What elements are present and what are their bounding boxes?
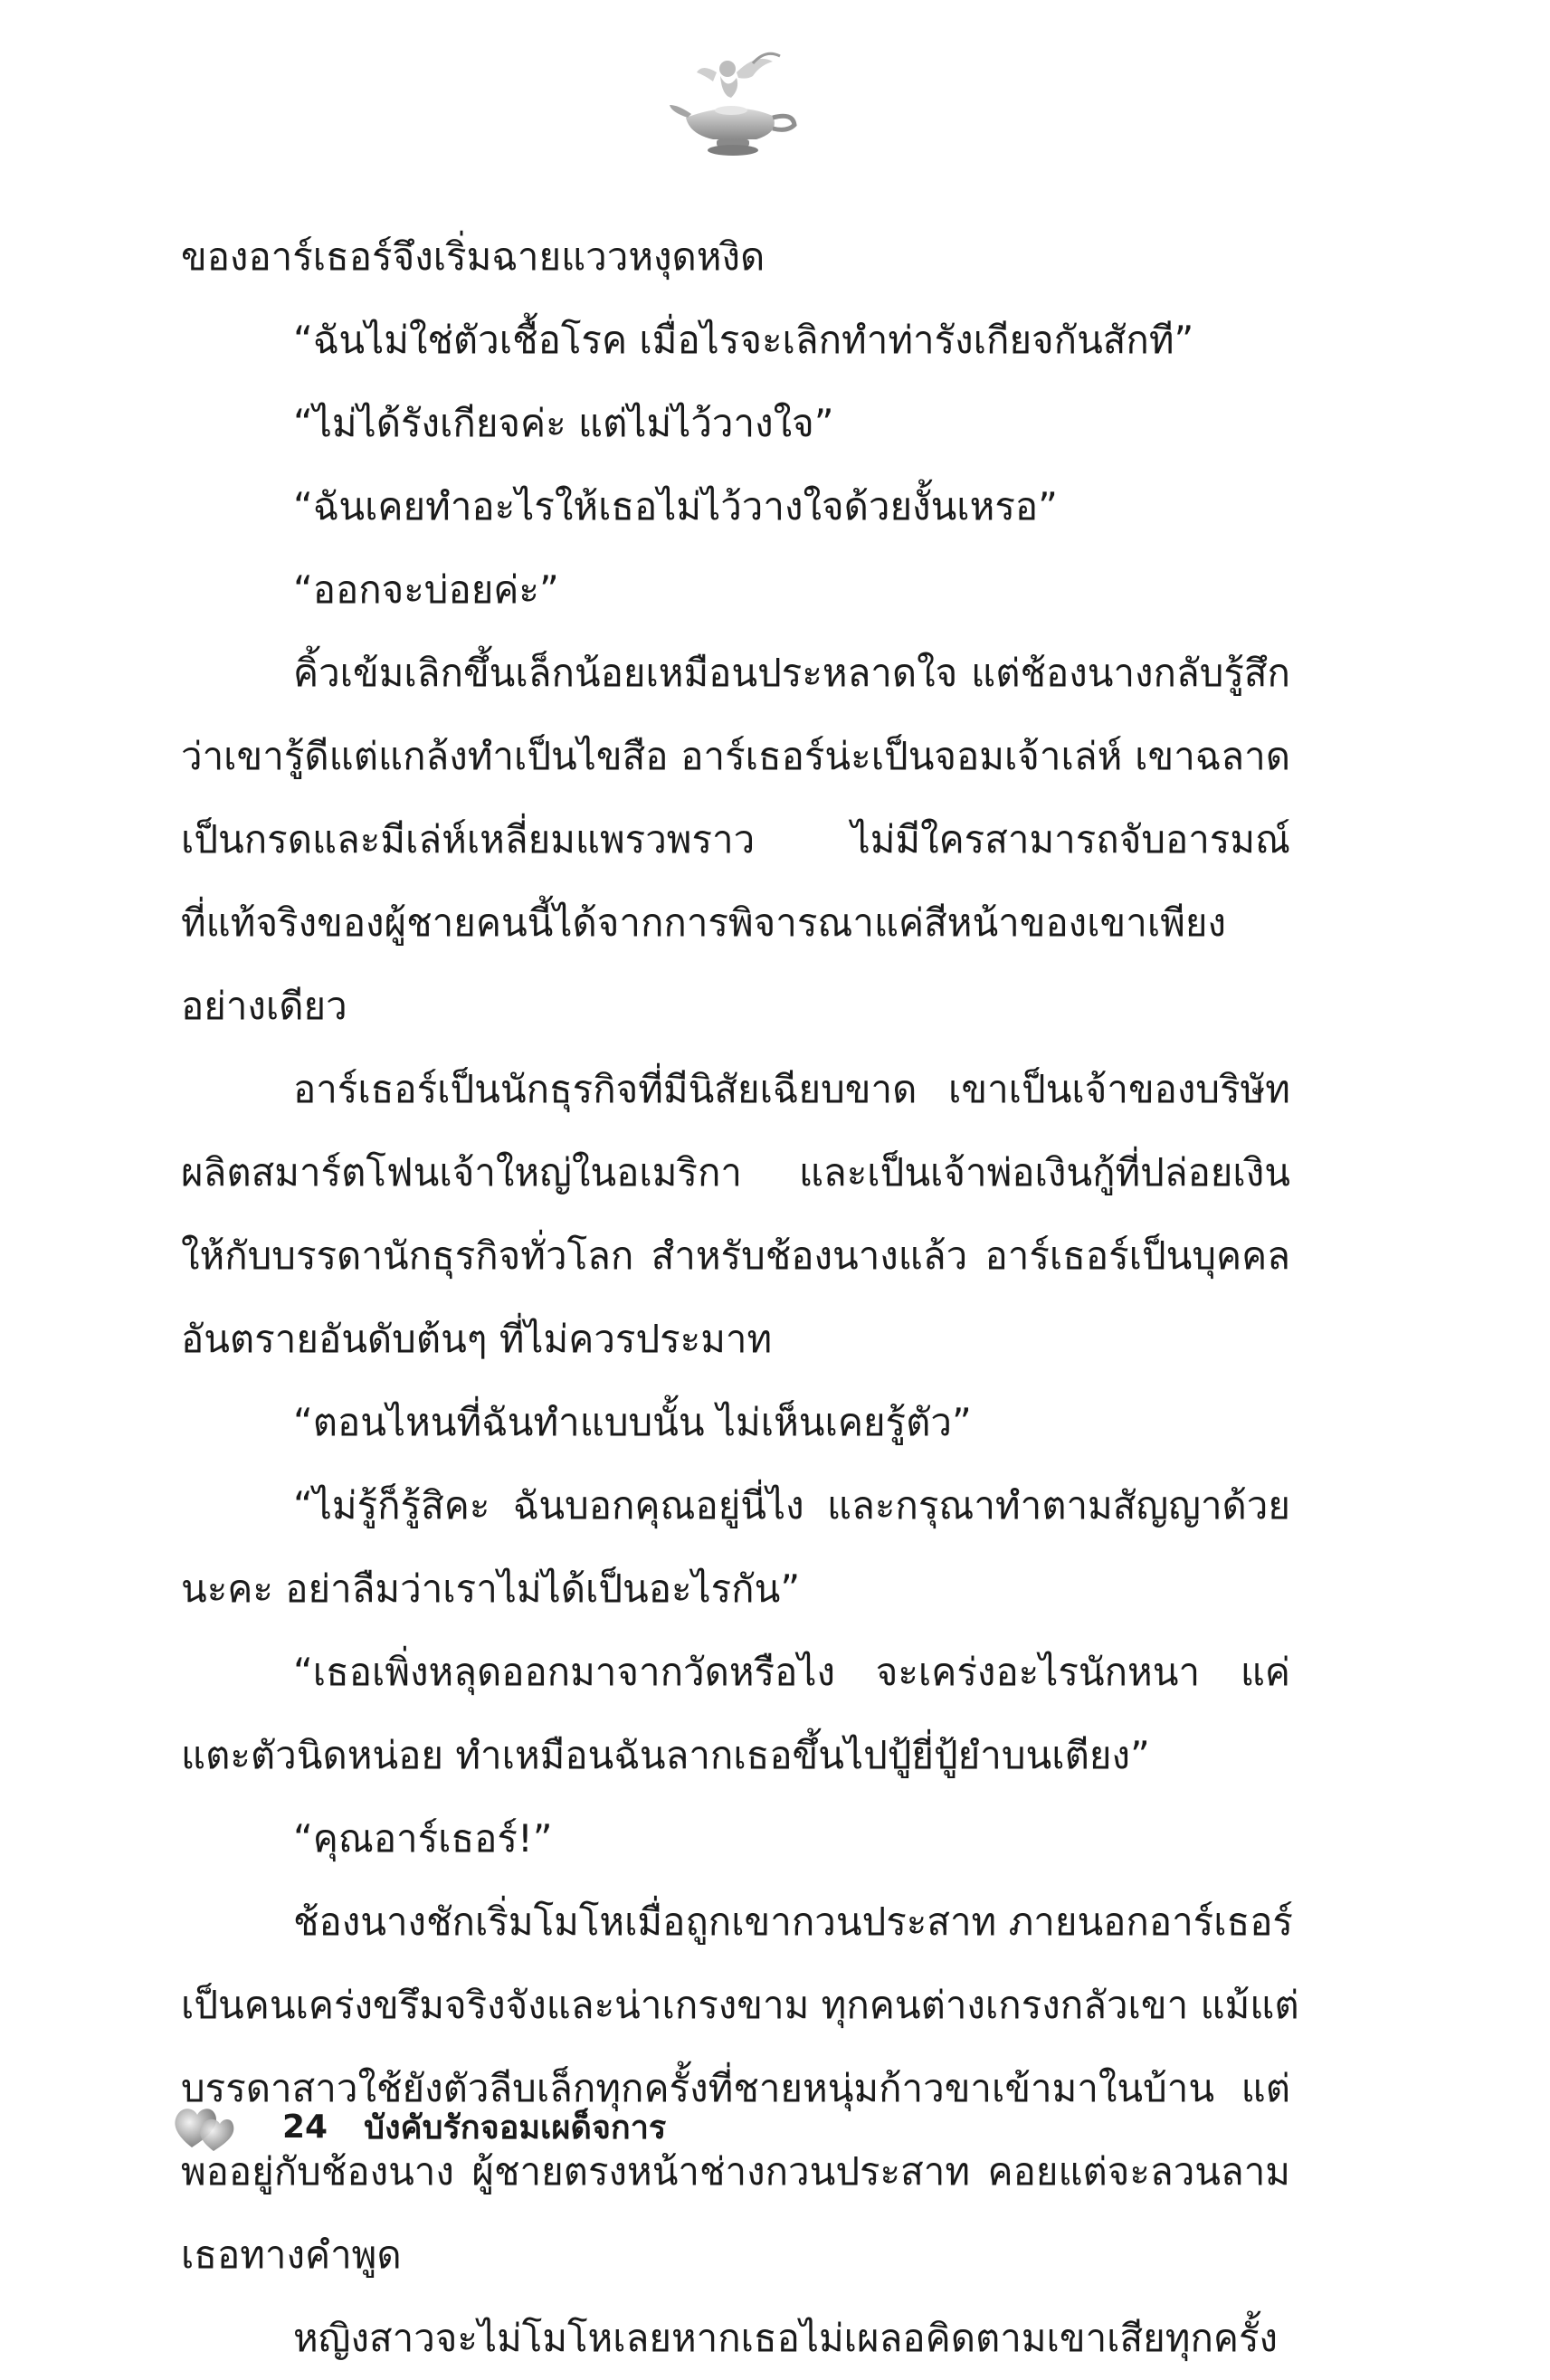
text-line: เป็นคนเคร่งขรึมจริงจังและน่าเกรงขาม ทุกคนต่างเกรงกลัวเขา แม้แต่: [181, 1983, 1299, 2027]
text-line: เธอทางคำพูด: [181, 2232, 402, 2277]
text-line: “ฉันไม่ใช่ตัวเชื้อโรค เมื่อไรจะเลิกทำท่ารังเกียจกันสักที”: [293, 318, 1194, 362]
text-line: หญิงสาวจะไม่โมโหเลยหากเธอไม่เผลอคิดตามเขาเสียทุกครั้ง: [293, 2316, 1279, 2360]
text-line: ช้องนางชักเริ่มโมโหเมื่อถูกเขากวนประสาท ภายนอกอาร์เธอร์: [293, 1899, 1293, 1944]
text-line: “เธอเพิ่งหลุดออกมาจากวัดหรือไง จะเคร่งอะไรนักหนา แค่: [293, 1650, 1290, 1694]
text-line: “ตอนไหนที่ฉันทำแบบนั้น ไม่เห็นเคยรู้ตัว”: [293, 1400, 972, 1444]
text-line: นะคะ อย่าลืมว่าเราไม่ได้เป็นอะไรกัน”: [181, 1566, 801, 1611]
text-line: ผลิตสมาร์ตโฟนเจ้าใหญ่ในอเมริกา และเป็นเจ้าพ่อเงินกู้ที่ปล่อยเงิน: [181, 1150, 1290, 1195]
text-line: “ออกจะบ่อยค่ะ”: [293, 567, 559, 612]
text-line: เป็นกรดและมีเล่ห์เหลี่ยมแพรวพราว ไม่มีใครสามารถจับอารมณ์: [181, 817, 1290, 862]
text-line: อย่างเดียว: [181, 984, 347, 1028]
text-line: ว่าเขารู้ดีแต่แกล้งทำเป็นไขสือ อาร์เธอร์น่ะเป็นจอมเจ้าเล่ห์ เขาฉลาด: [181, 734, 1290, 778]
genie-lamp-icon: [666, 45, 802, 163]
text-line: อันตรายอันดับต้นๆ ที่ไม่ควรประมาท: [181, 1317, 773, 1361]
text-line: “ไม่ได้รังเกียจค่ะ แต่ไม่ไว้วางใจ”: [293, 401, 834, 445]
text-line: พออยู่กับช้องนาง ผู้ชายตรงหน้าช่างกวนประสาท คอยแต่จะลวนลาม: [181, 2149, 1290, 2194]
page-body: [181, 215, 1299, 2380]
text-line: ให้กับบรรดานักธุรกิจทั่วโลก สำหรับช้องนางแล้ว อาร์เธอร์เป็นบุคคล: [181, 1233, 1290, 1278]
text-line: “ไม่รู้ก็รู้สิคะ ฉันบอกคุณอยู่นี่ไง และกรุณาทำตามสัญญาด้วย: [293, 1483, 1290, 1528]
text-line: บรรดาสาวใช้ยังตัวลีบเล็กทุกครั้งที่ชายหนุ่มก้าวขาเข้ามาในบ้าน แต่: [181, 2066, 1290, 2110]
text-line: แตะตัวนิดหน่อย ทำเหมือนฉันลากเธอขึ้นไปปู้ยี่ปู้ยำบนเตียง”: [181, 1733, 1150, 1777]
text-line: อาร์เธอร์เป็นนักธุรกิจที่มีนิสัยเฉียบขาด เขาเป็นเจ้าของบริษัท: [293, 1067, 1290, 1111]
text-line: คิ้วเข้มเลิกขึ้นเล็กน้อยเหมือนประหลาดใจ แต่ช้องนางกลับรู้สึก: [293, 651, 1290, 695]
text-line: ที่แท้จริงของผู้ชายคนนี้ได้จากการพิจารณาแค่สีหน้าของเขาเพียง: [181, 900, 1226, 945]
page-number: 24: [282, 2108, 328, 2146]
text-line: ของอาร์เธอร์จึงเริ่มฉายแววหงุดหงิด: [181, 234, 765, 279]
page-footer: [172, 2090, 666, 2163]
book-title: บังคับรักจอมเผด็จการ: [364, 2109, 667, 2147]
text-line: “คุณอาร์เธอร์!”: [293, 1816, 553, 1861]
text-line: “ฉันเคยทำอะไรให้เธอไม่ไว้วางใจด้วยงั้นเหรอ”: [293, 484, 1058, 528]
hearts-icon: [172, 2099, 235, 2155]
